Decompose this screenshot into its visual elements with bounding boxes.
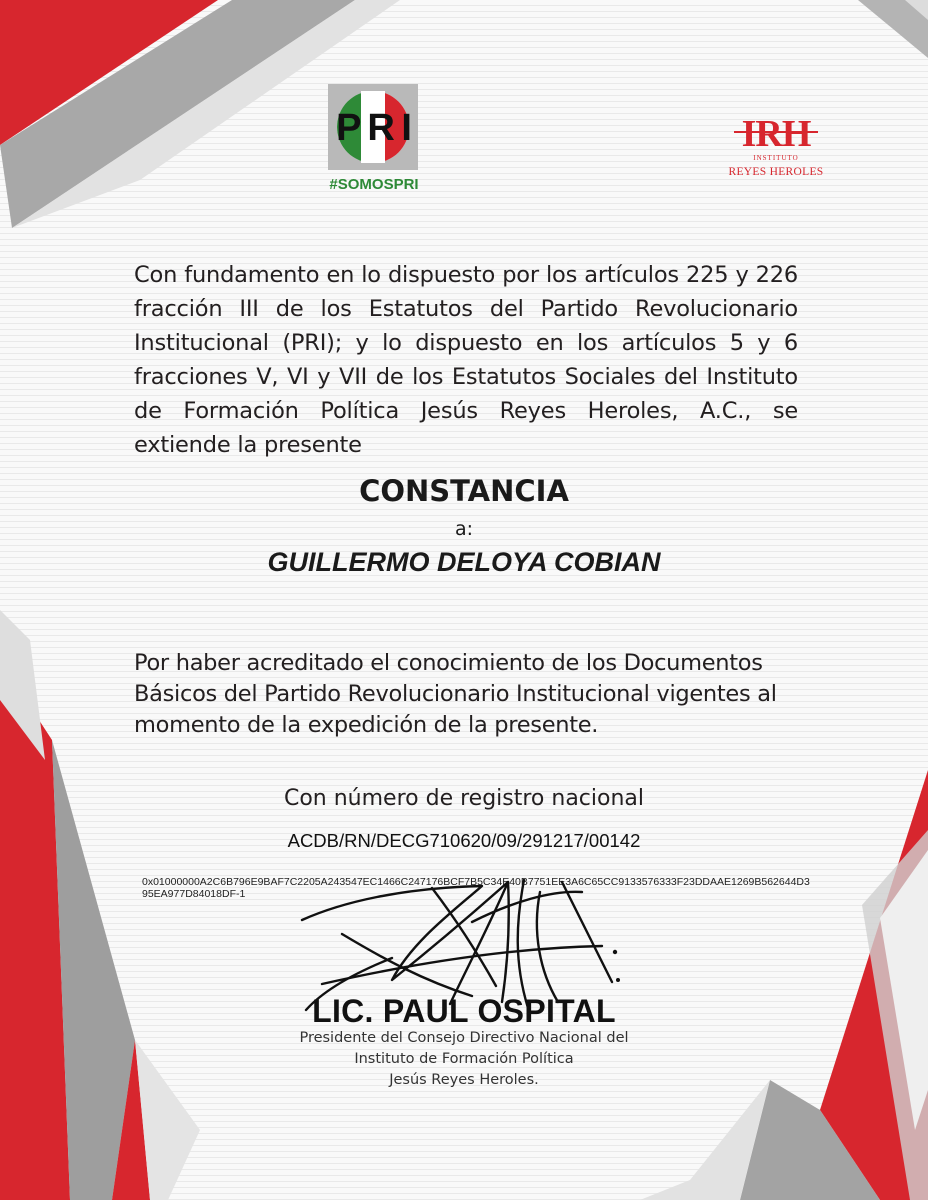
pri-logo-text: P R I xyxy=(336,107,410,149)
irh-monogram: IRH xyxy=(741,113,811,155)
role-line-2: Instituto de Formación Política xyxy=(354,1051,574,1067)
pri-logo xyxy=(328,84,418,170)
reyes-heroles-logo xyxy=(726,104,826,190)
handwritten-signature xyxy=(282,862,642,1022)
recipient-label: a: xyxy=(454,518,474,540)
irh-name: REYES HEROLES xyxy=(728,166,824,178)
role-line-1: Presidente del Consejo Directivo Nacional del xyxy=(299,1030,629,1046)
recipient-name: GUILLERMO DELOYA COBIAN xyxy=(267,547,661,577)
registration-label: Con número de registro nacional xyxy=(283,786,645,811)
registration-number: ACDB/RN/DECG710620/09/291217/00142 xyxy=(287,830,641,851)
signatory-name: LIC. PAUL OSPITAL xyxy=(312,993,616,1029)
certificate-title: CONSTANCIA xyxy=(359,474,569,508)
somospri-hashtag: #SOMOSPRI xyxy=(329,176,419,193)
verification-hash: 0x01000000A2C6B796E9BAF7C2205A243547EC1466C247176BCF7B5C34E40B7751EE3A6C65CC9133576333F23DDAAE1269B562644D395EA977D84018DF-1 xyxy=(142,876,810,900)
reason-paragraph: Por haber acreditado el conocimiento de los Documentos Básicos del Partido Revolucionario Institucional vigentes al momento de la expedición de la presente. xyxy=(134,650,777,738)
role-line-3: Jesús Reyes Heroles. xyxy=(389,1072,539,1088)
intro-paragraph: Con fundamento en lo dispuesto por los artículos 225 y 226 fracción III de los Estatutos del Partido Revolucionario Institucional (PRI); y lo dispuesto en los artículos 5 y 6 fracciones V, VI y VII de los Estatutos Sociales del Instituto de Formación Política Jesús Reyes Heroles, A.C., se extiende la presente xyxy=(134,262,798,458)
signatory-role xyxy=(0,1028,928,1091)
irh-small-text: INSTITUTO xyxy=(753,154,799,162)
